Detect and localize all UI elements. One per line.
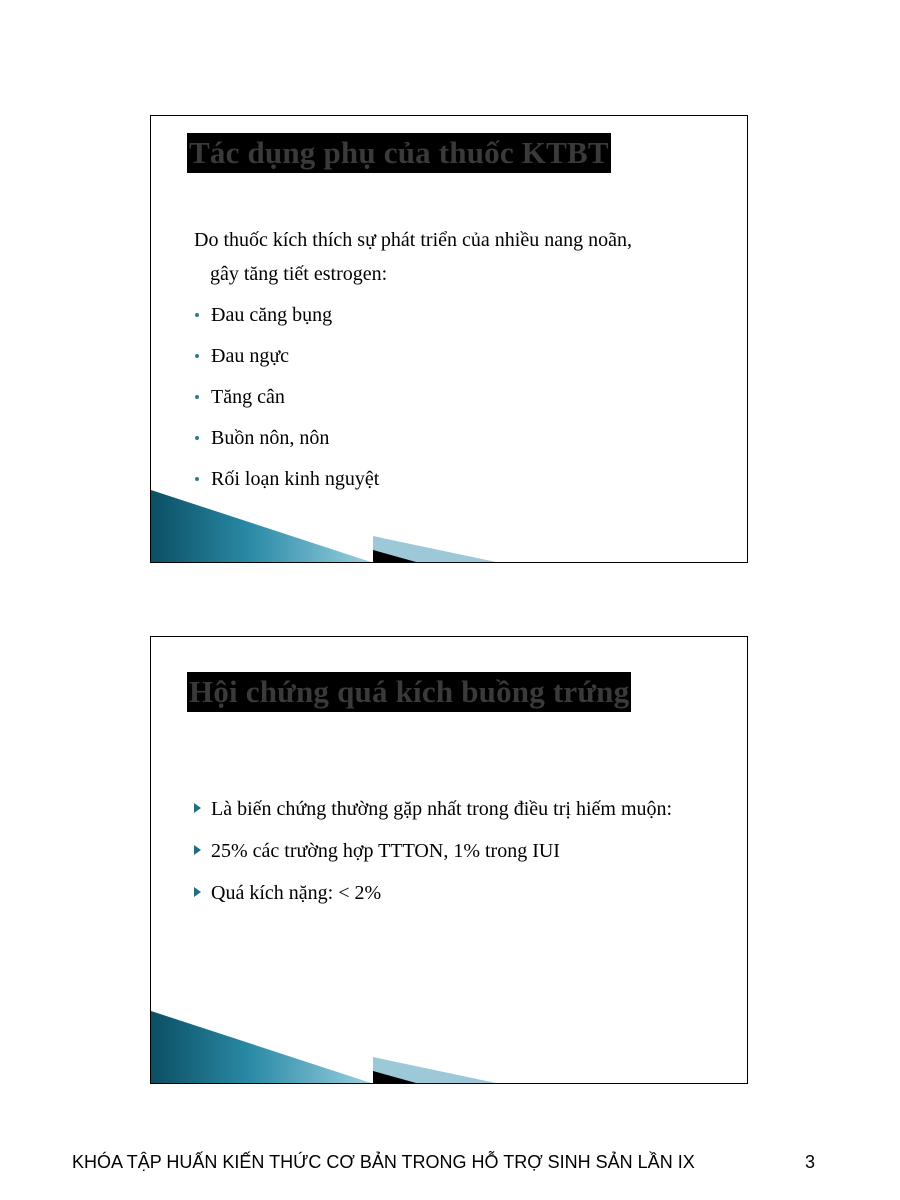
intro-line-1: Do thuốc kích thích sự phát triển của nhiều nang noãn, bbox=[194, 229, 632, 251]
page-number: 3 bbox=[805, 1152, 816, 1172]
bullet-dot-icon bbox=[195, 354, 199, 358]
list-item bbox=[193, 382, 379, 423]
list-item bbox=[193, 341, 379, 382]
list-item-text: Quá kích nặng: < 2% bbox=[211, 882, 382, 904]
slide-corner-decoration bbox=[151, 490, 748, 562]
list-item-text: Rối loạn kinh nguyệt bbox=[211, 468, 380, 490]
bullet-dot-icon bbox=[195, 395, 199, 399]
triangle-bullet-icon bbox=[194, 803, 201, 813]
intro-text bbox=[194, 223, 724, 291]
bullet-dot-icon bbox=[195, 436, 199, 440]
list-item bbox=[193, 872, 701, 914]
list-item-text: Là biến chứng thường gặp nhất trong điều trị hiếm muộn: bbox=[211, 798, 673, 820]
list-item bbox=[193, 423, 379, 464]
slide-corner-decoration bbox=[151, 1011, 748, 1083]
footer-text: KHÓA TẬP HUẤN KIẾN THỨC CƠ BẢN TRONG HỖ TRỢ SINH SẢN LẦN IX bbox=[72, 1152, 695, 1172]
list-item-text: Tăng cân bbox=[211, 386, 285, 408]
slide-2 bbox=[150, 636, 748, 1084]
list-item-text: Đau căng bụng bbox=[211, 304, 333, 326]
bullet-dot-icon bbox=[195, 313, 199, 317]
list-item bbox=[193, 788, 701, 830]
slide-title: Hội chứng quá kích buồng trứng bbox=[187, 672, 631, 712]
bullet-dot-icon bbox=[195, 477, 199, 481]
list-item-text: 25% các trường hợp TTTON, 1% trong IUI bbox=[211, 840, 560, 862]
bullet-list bbox=[193, 788, 701, 914]
slide-1 bbox=[150, 115, 748, 563]
slide-title: Tác dụng phụ của thuốc KTBT bbox=[187, 133, 611, 173]
list-item bbox=[193, 300, 379, 341]
bullet-list bbox=[193, 300, 379, 505]
list-item-text: Buồn nôn, nôn bbox=[211, 427, 330, 449]
list-item bbox=[193, 830, 701, 872]
intro-line-2: gây tăng tiết estrogen: bbox=[210, 263, 388, 285]
list-item-text: Đau ngực bbox=[211, 345, 290, 367]
triangle-bullet-icon bbox=[194, 845, 201, 855]
triangle-bullet-icon bbox=[194, 887, 201, 897]
